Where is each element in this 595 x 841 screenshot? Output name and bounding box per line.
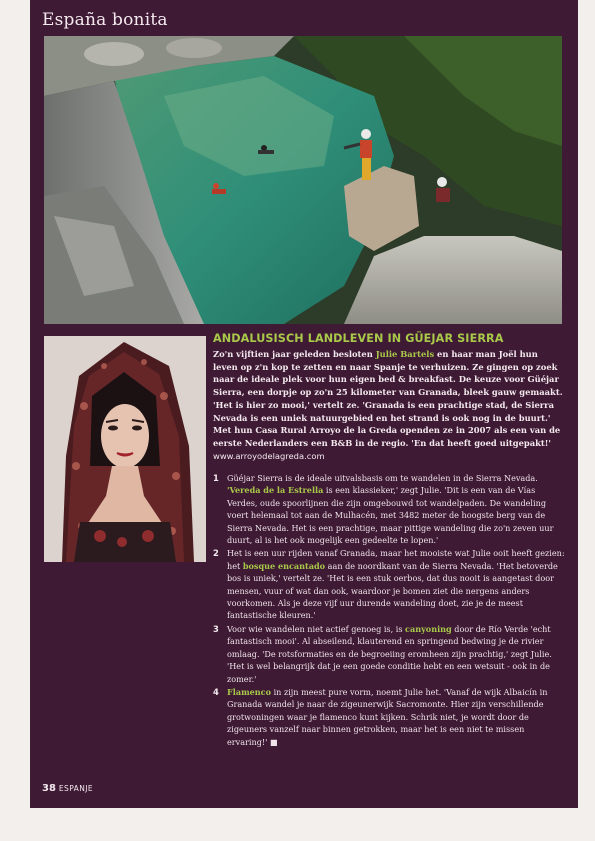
page-folio [42,776,93,795]
item-number: 1 [213,473,219,483]
item-text-start: Güéjar Sierra is de ideale uitvalsbasis om te wandelen in de Sierra Nevada. [227,473,538,483]
flamenco-portrait-illustration [44,336,206,562]
magazine-page [30,0,578,808]
article-intro [213,332,565,462]
magazine-title: España bonita [42,10,168,30]
list-item [213,547,565,621]
tips-list [213,472,565,749]
item-highlight: bosque encantado [242,560,326,571]
intro-paragraph [213,348,565,462]
canyoning-photo-illustration [44,36,562,324]
item-text-rest: in zijn meest pure vorm, noemt Julie het. 'Vanaf de wijk Albaicín in Granada wandel je naar de zigeunerwijk Sacromonte. Hier zijn verschillende grotwoningen waar je flamenco kunt kijken. Schrik niet, je wordt door de zigeuners vanzelf naar binnen getrokken, maar het is een niet te missen ervaring!' [227,686,548,747]
item-highlight: Flamenco [227,686,271,697]
portrait-photo [44,336,206,562]
item-text-rest: aan de noordkant van de Sierra Nevada. 'Het betoverde bos is uniek,' vertelt ze. 'Het is een stuk oerbos, dat dus nooit is aangetast door mensen, vuur of wat dan ook, waardoor je bomen ziet die nergens anders voorkomen. Als je deze vijf uur durende wandeling doet, zie je de meest fantastische kleuren.' [227,560,558,621]
item-text-start: Voor wie wandelen niet actief genoeg is, is [227,623,406,634]
item-text-rest: door de Río Verde 'echt fantastisch mooi'. Al abseilend, klauterend en springend bedwing je de rivier omlaag. 'De rotsformaties en de begroeiing eromheen zijn prachtig,' zegt Julie. 'Het is wel belangrijk dat je een goede conditie hebt en een wetsuit - ook in de zomer.' [227,623,552,684]
item-text [227,547,565,621]
section-name: ESPANJE [58,784,93,793]
item-text [227,686,565,748]
item-number: 2 [213,548,219,559]
list-item [213,623,565,685]
intro-text-start: Zo'n vijftien jaar geleden besloten [213,349,376,359]
item-number: 4 [213,686,219,697]
item-text [227,623,565,685]
person-name: Julie Bartels [375,349,435,359]
item-highlight: 'Vereda de la Estrella [227,485,324,496]
canyoning-photo [44,36,562,324]
item-highlight: canyoning [405,623,452,634]
item-text-rest: is een klassieker,' zegt Julie. 'Dit is een van de Vías Verdes, oude spoorlijnen die zijn omgebouwd tot wandelpaden. De wandeling voert helemaal tot aan de Mulhacén, met 3482 meter de hoogste berg van de Sierra Nevada. Het is een prachtige, maar pittige wandeling die zo'n zeven uur duurt, al is het ook mogelijk een gedeelte te lopen.' [227,485,554,546]
intro-text-rest: en haar man Joël hun leven op z'n kop te zetten en naar Spanje te verhuizen. Ze gingen op zoek naar de ideale plek voor hun eigen bed & breakfast. De keuze voor Güéjar Sierra, een dorpje op zo'n 25 kilometer van Granada, bleek gauw gemaakt. 'Het is hier zo mooi,' vertelt ze. 'Granada is een prachtige stad, de Sierra Nevada is een uniek natuurgebied en het strand is ook nog in de buurt.' Met hun Casa Rural Arroyo de la Greda openden ze in 2007 als een van de eerste Nederlanders een B&B in de regio. 'En dat heeft goed uitgepakt!' [213,349,563,448]
page-number: 38 [42,783,56,794]
item-text-start: Het is een uur rijden vanaf Granada, maar het mooiste wat Julie ooit heeft gezien: het [227,548,565,571]
website-link[interactable]: www.arroyodelagreda.com [213,450,325,461]
end-mark-icon: ■ [267,736,278,747]
list-item [213,472,565,546]
article-headline: ANDALUSISCH LANDLEVEN IN GÜEJAR SIERRA [213,332,504,345]
list-item [213,686,565,748]
item-text [227,472,565,546]
item-number: 3 [213,623,219,634]
